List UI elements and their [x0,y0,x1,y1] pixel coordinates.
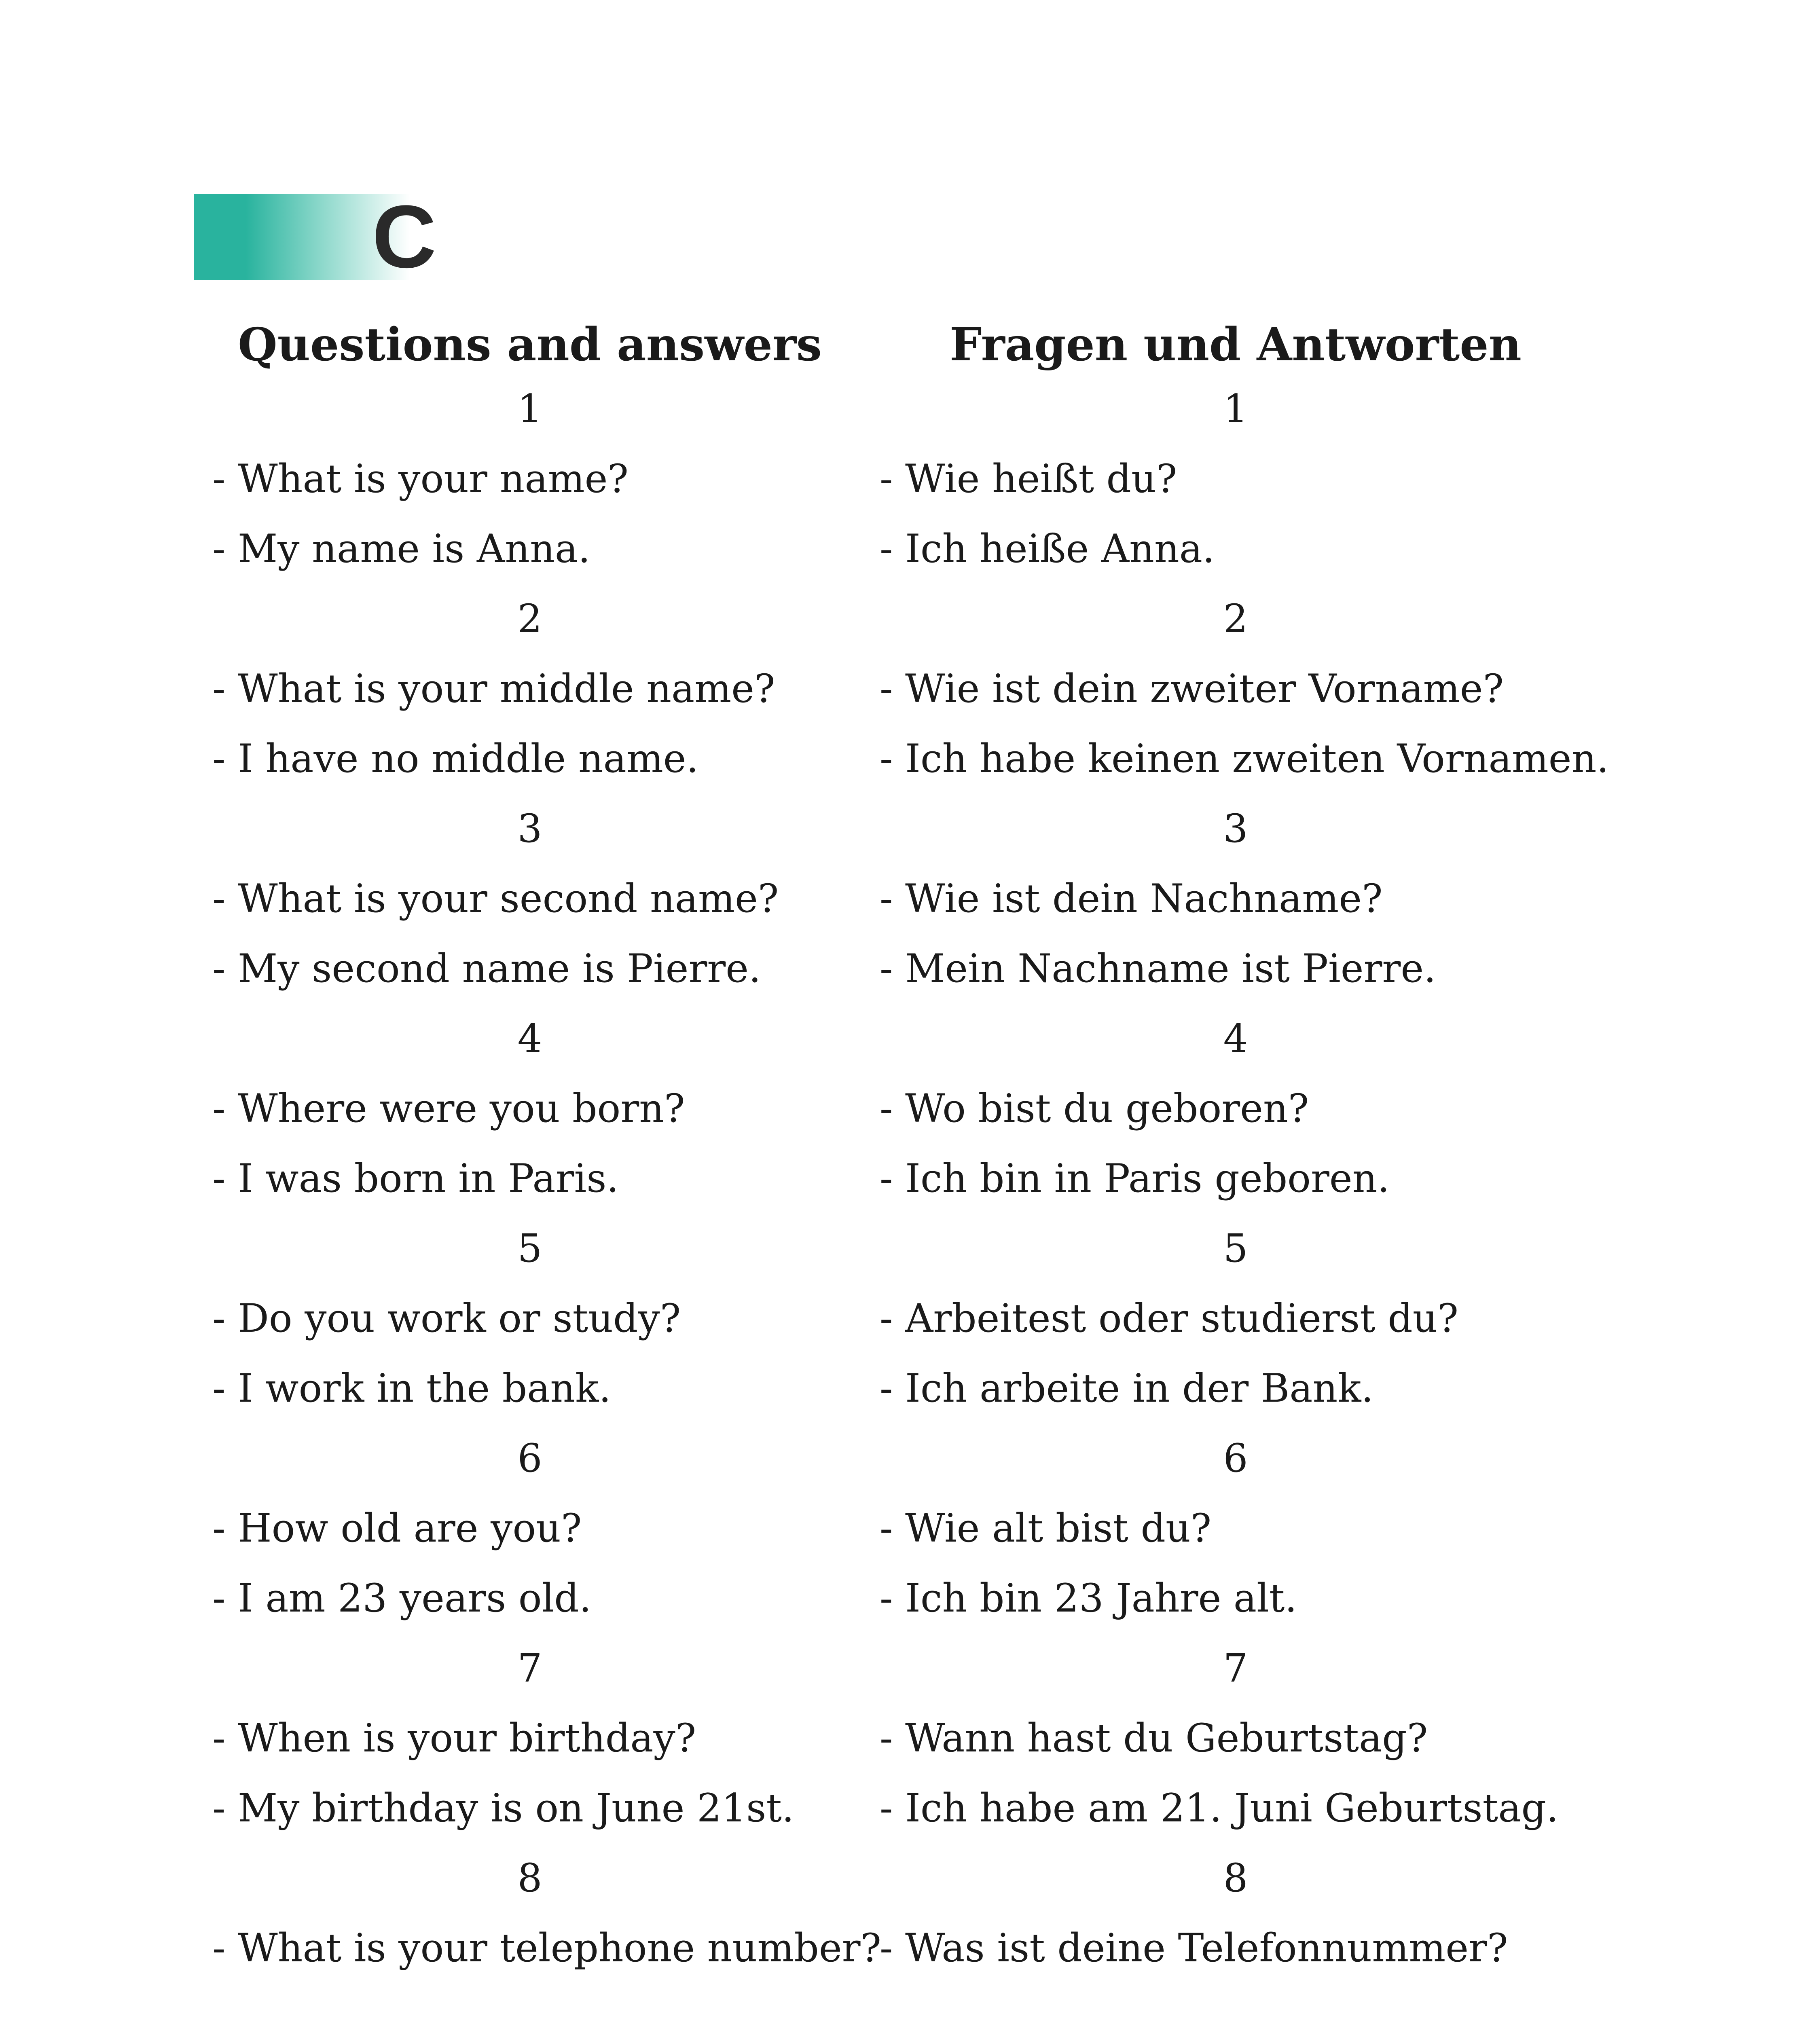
answer-line: - Ich arbeite in der Bank. [880,1366,1373,1411]
question-line: - When is your birthday? [212,1715,696,1761]
dialogue-number: 5 [1223,1226,1248,1271]
question-line: - What is your second name? [212,876,779,921]
dialogue-number: 4 [517,1016,542,1061]
english-column [212,315,881,1983]
answer-line: - My second name is Pierre. [212,946,761,991]
answer-line: - I was born in Paris. [212,1156,619,1201]
dialogue-number: 6 [517,1436,542,1481]
answer-line: - My name is Anna. [212,526,590,571]
question-line: - Wie alt bist du? [880,1506,1212,1551]
answer-line: - I am 23 years old. [212,1576,592,1621]
answer-line: - Ich bin 23 Jahre alt. [880,1576,1297,1621]
question-line: - Wie ist dein Nachname? [880,876,1383,921]
question-line: - Do you work or study? [212,1296,681,1341]
german-dialogue-list [880,374,1609,1983]
dialogue-number: 3 [517,806,542,851]
answer-line: - I have no middle name. [212,736,699,781]
answer-line: - I work in the bank. [212,1366,611,1411]
dialogue-number: 8 [1223,1855,1248,1901]
section-letter: C [372,187,436,286]
english-heading: Questions and answers [238,318,822,371]
answer-line: - My birthday is on June 21st. [212,1785,794,1831]
dialogue-number: 1 [1223,386,1248,431]
dialogue-number: 2 [1223,596,1248,641]
dialogue-number: 1 [517,386,542,431]
dialogue-number: 7 [1223,1646,1248,1691]
dialogue-number: 8 [517,1855,542,1901]
answer-line: - Ich habe am 21. Juni Geburtstag. [880,1785,1559,1831]
answer-line: - Ich heiße Anna. [880,526,1215,571]
question-line: - What is your telephone number? [212,1925,881,1971]
question-line: - What is your middle name? [212,666,775,711]
dialogue-number: 5 [517,1226,542,1271]
dialogue-number: 2 [517,596,542,641]
question-line: - How old are you? [212,1506,582,1551]
question-line: - Arbeitest oder studierst du? [880,1296,1458,1341]
dialogue-number: 3 [1223,806,1248,851]
question-line: - Was ist deine Telefonnummer? [880,1925,1508,1971]
answer-line: - Ich bin in Paris geboren. [880,1156,1390,1201]
question-line: - Wie ist dein zweiter Vorname? [880,666,1504,711]
answer-line: - Mein Nachname ist Pierre. [880,946,1436,991]
question-line: - Where were you born? [212,1086,685,1131]
question-line: - Wann hast du Geburtstag? [880,1715,1428,1761]
question-line: - Wo bist du geboren? [880,1086,1309,1131]
answer-line: - Ich habe keinen zweiten Vornamen. [880,736,1609,781]
german-column [880,315,1609,1983]
german-heading: Fragen und Antworten [950,318,1522,371]
dialogue-number: 4 [1223,1016,1248,1061]
dialogue-number: 6 [1223,1436,1248,1481]
english-dialogue-list [212,374,881,1983]
dialogue-number: 7 [517,1646,542,1691]
question-line: - Wie heißt du? [880,456,1177,501]
question-line: - What is your name? [212,456,629,501]
